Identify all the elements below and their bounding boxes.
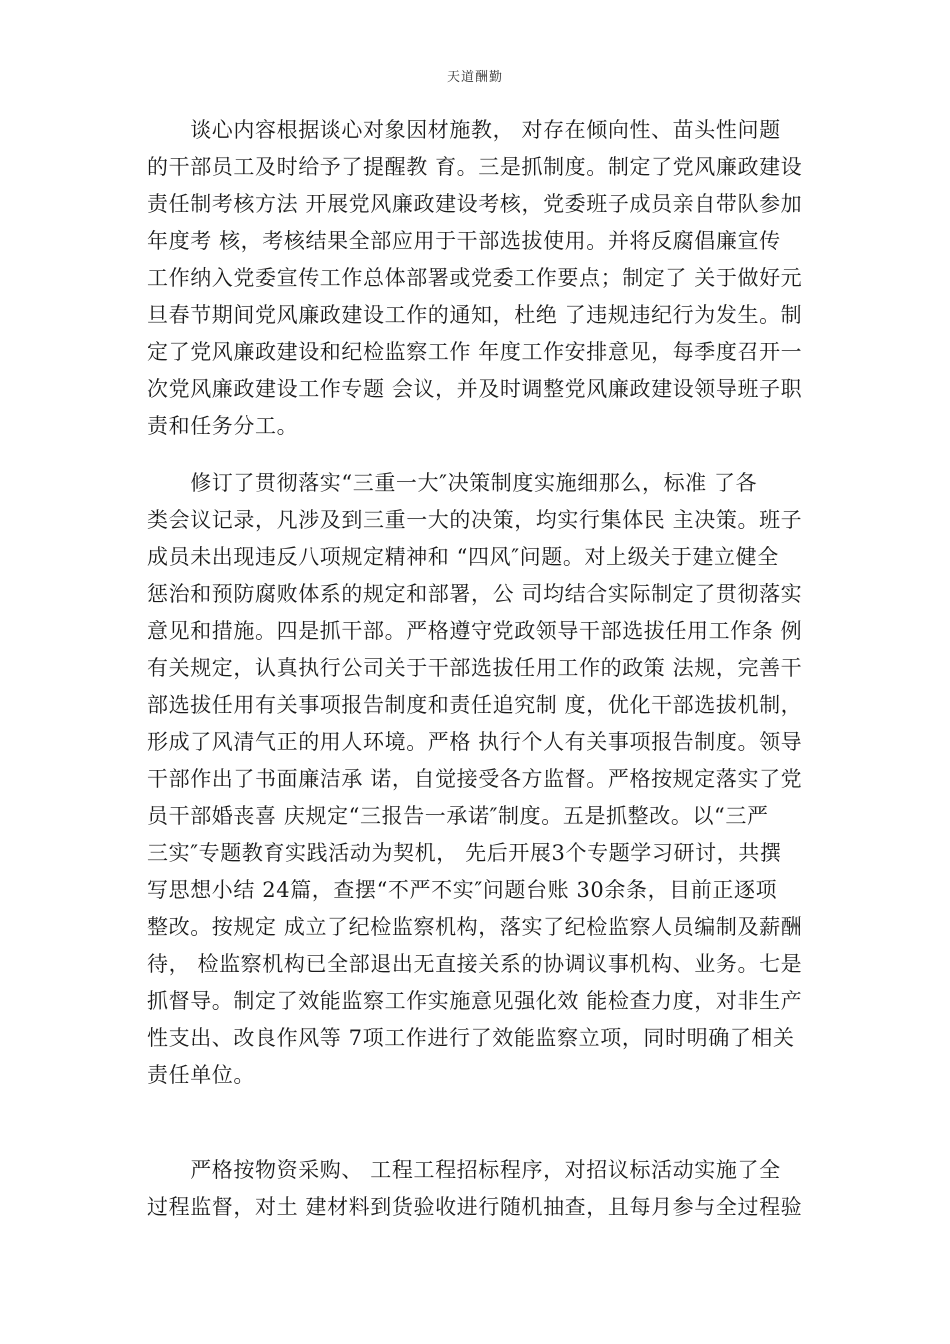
page-header: 天道酬勤 xyxy=(446,70,503,85)
paragraph-2-line-12: 写思想小结 24篇，查摆“不严不实″问题台账 30余条，目前正逐项 xyxy=(147,878,778,902)
paragraph-3-line-2: 过程监督，对土 建材料到货验收进行随机抽查，且每月参与全过程验 xyxy=(147,1195,803,1219)
paragraph-1-line-9: 责和任务分工。 xyxy=(147,414,299,438)
paragraph-2-line-2: 类会议记录，凡涉及到三重一大的决策，均实行集体民 主决策。班子 xyxy=(147,508,803,532)
paragraph-2-line-4: 惩治和预防腐败体系的规定和部署，公 司均结合实际制定了贯彻落实 xyxy=(147,582,803,606)
paragraph-1-line-7: 定了党风廉政建设和纪检监察工作 年度工作安排意见，每季度召开一 xyxy=(147,340,803,364)
paragraph-2-line-13: 整改。按规定 成立了纪检监察机构，落实了纪检监察人员编制及薪酬 xyxy=(147,915,803,939)
paragraph-2-line-7: 部选拔任用有关事项报告制度和责任追究制 度，优化干部选拔机制， xyxy=(147,693,803,717)
paragraph-2-line-1: 修订了贯彻落实“三重一大″决策制度实施细那么，标准 了各 xyxy=(147,471,758,495)
paragraph-2-line-16: 性支出、改良作风等 7项工作进行了效能监察立项，同时明确了相关 xyxy=(147,1026,795,1050)
paragraph-3-line-1: 严格按物资采购、 工程工程招标程序，对招议标活动实施了全 xyxy=(147,1158,781,1182)
paragraph-1-line-3: 责任制考核方法 开展党风廉政建设考核，党委班子成员亲自带队参加 xyxy=(147,192,803,216)
paragraph-1-line-4: 年度考 核，考核结果全部应用于干部选拔使用。并将反腐倡廉宣传 xyxy=(147,229,781,253)
paragraph-2-line-6: 有关规定，认真执行公司关于干部选拔任用工作的政策 法规，完善干 xyxy=(147,656,803,680)
paragraph-2-line-3: 成员未出现违反八项规定精神和 “四风″问题。对上级关于建立健全 xyxy=(147,545,779,569)
paragraph-1-line-5: 工作纳入党委宣传工作总体部署或党委工作要点；制定了 关于做好元 xyxy=(147,266,803,290)
paragraph-1-line-1: 谈心内容根据谈心对象因材施教， 对存在倾向性、苗头性问题 xyxy=(147,118,781,142)
paragraph-2-line-17: 责任单位。 xyxy=(147,1063,255,1087)
paragraph-2-line-10: 员干部婚丧喜 庆规定“三报告一承诺″制度。五是抓整改。以“三严 xyxy=(147,804,769,828)
paragraph-2-line-8: 形成了风清气正的用人环境。严格 执行个人有关事项报告制度。领导 xyxy=(147,730,803,754)
paragraph-2-line-9: 干部作出了书面廉洁承 诺，自觉接受各方监督。严格按规定落实了党 xyxy=(147,767,803,791)
paragraph-2-line-5: 意见和措施。四是抓干部。严格遵守党政领导干部选拔任用工作条 例 xyxy=(147,619,803,643)
paragraph-1-line-6: 旦春节期间党风廉政建设工作的通知，杜绝 了违规违纪行为发生。制 xyxy=(147,303,803,327)
paragraph-1-line-2: 的干部员工及时给予了提醒教 育。三是抓制度。制定了党风廉政建设 xyxy=(147,155,803,179)
paragraph-1-line-8: 次党风廉政建设工作专题 会议，并及时调整党风廉政建设领导班子职 xyxy=(147,377,803,401)
paragraph-2-line-11: 三实″专题教育实践活动为契机， 先后开展3个专题学习研讨，共撰 xyxy=(147,841,782,865)
paragraph-2-line-15: 抓督导。制定了效能监察工作实施意见强化效 能检查力度，对非生产 xyxy=(147,989,803,1013)
paragraph-2-line-14: 待， 检监察机构已全部退出无直接关系的协调议事机构、业务。七是 xyxy=(147,952,803,976)
